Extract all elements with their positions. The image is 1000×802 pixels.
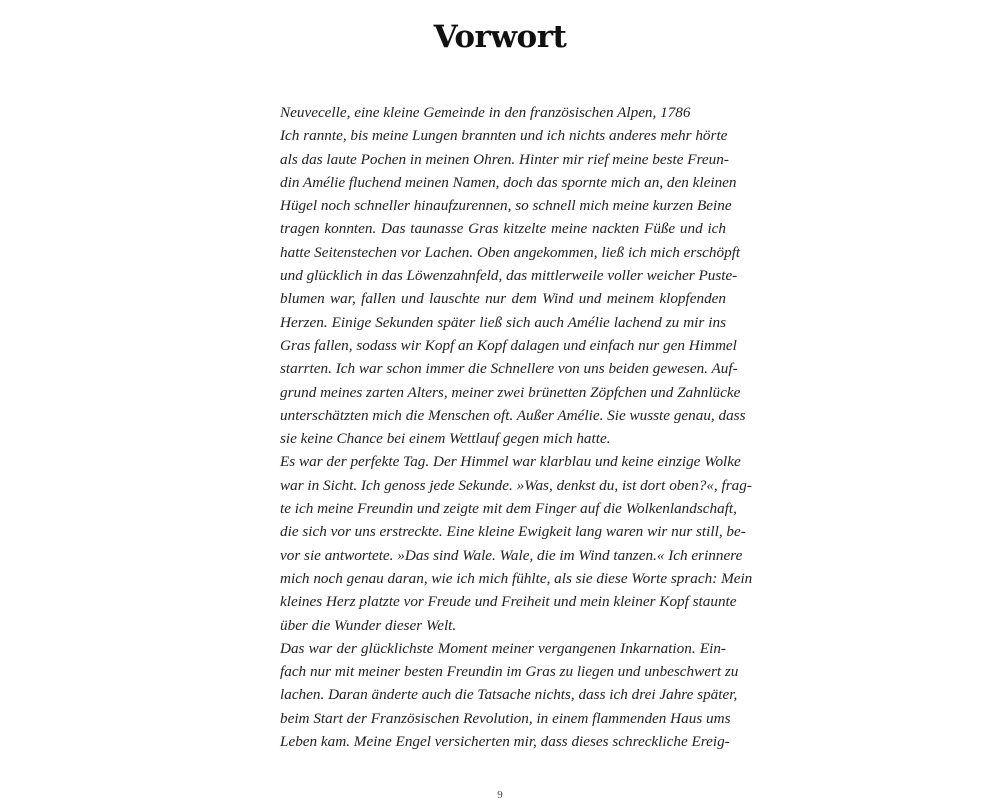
text-line: vor sie antwortete. »Das sind Wale. Wale, die im Wind tanzen.« Ich erinnere xyxy=(280,546,743,564)
text-line: tragen konnten. Das taunasse Gras kitzelte meine nackten Füße und ich xyxy=(280,220,726,238)
page-number: 9 xyxy=(497,789,503,801)
text-line: als das laute Pochen in meinen Ohren. Hinter mir rief meine beste Freun- xyxy=(280,150,729,168)
text-line: Neuvecelle, eine kleine Gemeinde in den französischen Alpen, 1786 xyxy=(280,104,691,121)
text-line: mich noch genau daran, wie ich mich fühlte, als sie diese Worte sprach: Mein xyxy=(280,569,753,587)
text-line: din Amélie fluchend meinen Namen, doch das spornte mich an, den kleinen xyxy=(280,173,737,191)
body-text xyxy=(280,101,753,753)
text-line: Gras fallen, sodass wir Kopf an Kopf dalagen und einfach nur gen Himmel xyxy=(280,336,737,354)
text-line: über die Wunder dieser Welt. xyxy=(280,616,457,634)
text-line: hatte Seitenstechen vor Lachen. Oben angekommen, ließ ich mich erschöpft xyxy=(280,243,741,261)
page-title: Vorwort xyxy=(433,18,567,55)
text-line: Herzen. Einige Sekunden später ließ sich auch Amélie lachend zu mir ins xyxy=(280,313,726,331)
text-line: blumen war, fallen und lauschte nur dem Wind und meinem klopfenden xyxy=(280,290,726,308)
text-line: Es war der perfekte Tag. Der Himmel war klarblau und keine einzige Wolke xyxy=(280,453,741,471)
text-line: kleines Herz platzte vor Freude und Freiheit und mein kleiner Kopf staunte xyxy=(280,593,737,611)
text-line: starrten. Ich war schon immer die Schnellere von uns beiden gewesen. Auf- xyxy=(280,360,738,378)
text-line: beim Start der Französischen Revolution, in einem flammenden Haus ums xyxy=(280,709,731,727)
text-line: sie keine Chance bei einem Wettlauf gegen mich hatte. xyxy=(280,430,611,448)
text-line: Das war der glücklichste Moment meiner vergangenen Inkarnation. Ein- xyxy=(280,639,726,657)
text-line: war in Sicht. Ich genoss jede Sekunde. »Was, denkst du, ist dort oben?«, frag- xyxy=(280,476,752,494)
text-line: unterschätzten mich die Menschen oft. Außer Amélie. Sie wusste genau, dass xyxy=(280,406,746,424)
text-line: die sich vor uns erstreckte. Eine kleine Ewigkeit lang waren wir nur still, be- xyxy=(280,523,746,541)
text-line: grund meines zarten Alters, meiner zwei brünetten Zöpfchen und Zahnlücke xyxy=(280,383,741,401)
text-line: Hügel noch schneller hinaufzurennen, so schnell mich meine kurzen Beine xyxy=(280,197,732,215)
text-line: und glücklich in das Löwenzahnfeld, das mittlerweile voller weicher Puste- xyxy=(280,267,738,285)
text-line: te ich meine Freundin und zeigte mit dem Finger auf die Wolkenlandschaft, xyxy=(280,500,737,518)
text-line: Leben kam. Meine Engel versicherten mir, dass dieses schreckliche Ereig- xyxy=(280,733,730,751)
text-line: Ich rannte, bis meine Lungen brannten und ich nichts anderes mehr hörte xyxy=(280,127,728,145)
text-line: lachen. Daran änderte auch die Tatsache nichts, dass ich drei Jahre später, xyxy=(280,686,738,704)
text-line: fach nur mit meiner besten Freundin im Gras zu liegen und unbeschwert zu xyxy=(280,663,739,681)
